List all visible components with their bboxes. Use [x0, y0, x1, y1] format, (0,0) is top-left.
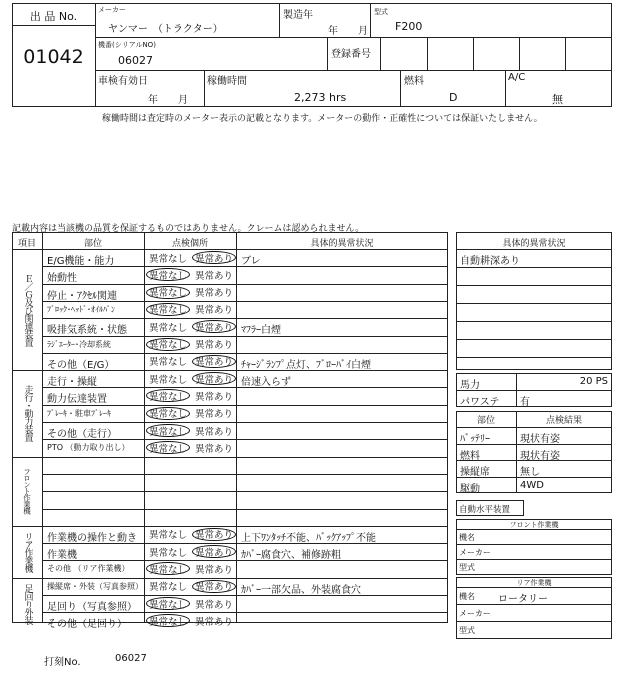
year-value: 年 月	[328, 26, 368, 37]
divider	[456, 427, 612, 428]
divider	[279, 3, 280, 37]
maker-label: メーカー	[98, 6, 126, 14]
rear-model-label: 型式	[459, 626, 475, 635]
row-divider	[42, 595, 448, 596]
part-label: ﾗｼﾞｴｰﾀｰ･冷却系統	[47, 339, 111, 349]
rear-name-label: 機名	[459, 592, 475, 601]
divider	[505, 70, 506, 107]
model-label: 型式	[374, 8, 388, 16]
status-normal[interactable]: 異常なし	[146, 303, 190, 316]
divider	[42, 232, 43, 623]
result-value: 無し	[520, 467, 540, 478]
divider	[95, 3, 96, 107]
year-label: 製造年	[283, 10, 313, 21]
divider	[516, 373, 517, 407]
status-abnormal[interactable]: 異常あり	[194, 288, 233, 300]
status-abnormal[interactable]: 異常あり	[192, 355, 236, 368]
result-part: 操縦席	[460, 467, 490, 478]
status-abnormal[interactable]: 異常あり	[194, 426, 233, 438]
inspection-label: 車検有効日	[98, 76, 148, 87]
divider	[456, 267, 612, 268]
part-label: 停止・ｱｸｾﾙ関連	[47, 290, 117, 302]
stamp-label: 打刻No.	[44, 657, 81, 668]
status-normal[interactable]: 異常なし	[146, 441, 190, 454]
part-label: 始動性	[47, 273, 77, 285]
part-label: その他 （リア作業機）	[47, 564, 130, 574]
right-detail-text: 自動耕深あり	[460, 256, 520, 267]
status-normal[interactable]: 異常なし	[148, 374, 187, 386]
divider	[456, 621, 612, 622]
rear-maker-label: メーカー	[459, 609, 491, 618]
status-abnormal[interactable]: 異常あり	[194, 340, 233, 351]
divider	[519, 37, 520, 70]
divider	[95, 37, 612, 38]
col-check-header: 点検個所	[171, 239, 208, 249]
front-model-label: 型式	[459, 563, 475, 572]
row-divider	[42, 353, 448, 354]
fuel-label: 燃料	[404, 76, 424, 87]
status-normal[interactable]: 異常なし	[148, 530, 187, 542]
part-label: 足回り（写真参照）	[47, 602, 137, 613]
divider	[456, 339, 612, 340]
status-normal[interactable]: 異常なし	[146, 614, 190, 627]
status-abnormal[interactable]: 異常あり	[194, 564, 233, 576]
row-divider	[42, 318, 448, 319]
part-label: その他（E/G）	[47, 359, 115, 371]
part-label: 作業機の操作と動き	[47, 532, 137, 544]
col-detail-header: 具体的異常状況	[310, 239, 374, 249]
divider	[456, 460, 612, 461]
results-result-header: 点検結果	[545, 416, 582, 426]
serial-label: 機番(シリアルNO)	[98, 41, 156, 49]
status-abnormal[interactable]: 異常あり	[194, 616, 233, 628]
col-part-header: 部位	[83, 239, 102, 249]
status-abnormal[interactable]: 異常あり	[194, 270, 233, 282]
power-label: 馬力	[460, 380, 480, 391]
result-part: 燃料	[460, 450, 480, 462]
divider	[473, 37, 474, 70]
model-value: F200	[395, 20, 423, 33]
row-divider	[42, 284, 448, 285]
hours-note: 稼働時間は査定時のメーター表示の記載となります。メーターの動作・正確性については保証いたしません。	[102, 114, 543, 124]
divider	[456, 321, 612, 322]
item-no-label: 出 品 No.	[29, 10, 78, 23]
fuel-value: D	[449, 91, 458, 104]
part-label: 走行・操縦	[47, 377, 97, 389]
divider	[456, 529, 612, 530]
status-normal[interactable]: 異常なし	[148, 253, 187, 265]
ac-value: 無	[552, 93, 563, 106]
status-abnormal[interactable]: 異常あり	[192, 251, 236, 264]
detail-text: ﾏﾌﾗｰ白煙	[241, 325, 281, 337]
part-label: 動力伝達装置	[47, 394, 107, 406]
result-value: 現状有姿	[520, 450, 560, 462]
divider	[456, 477, 612, 478]
status-abnormal[interactable]: 異常あり	[194, 409, 233, 421]
part-label: PTO （動力取り出し）	[47, 443, 130, 453]
result-value: 4WD	[520, 479, 544, 491]
divider	[456, 249, 612, 250]
serial-value: 06027	[118, 54, 153, 67]
auto-level-label: 自動水平装置	[459, 505, 511, 515]
part-label: 吸排気系統・状態	[47, 325, 127, 337]
divider	[370, 3, 371, 37]
hours-label: 稼働時間	[207, 76, 247, 87]
disclaimer: 記載内容は当該機の品質を保証するものではありません。クレームは認められません。	[12, 224, 365, 234]
ac-label: A/C	[508, 72, 526, 83]
power-value: 20 PS	[579, 376, 608, 387]
divider	[236, 232, 237, 623]
divider	[380, 37, 381, 70]
status-normal[interactable]: 異常なし	[146, 562, 190, 575]
status-abnormal[interactable]: 異常あり	[192, 528, 236, 541]
status-normal[interactable]: 異常なし	[146, 338, 190, 351]
group-label: 足回り外装	[22, 583, 33, 624]
status-normal[interactable]: 異常なし	[146, 407, 190, 420]
inspection-value: 年 月	[148, 95, 188, 106]
part-label: 操縦席・外装（写真参照）	[47, 581, 143, 591]
part-label: 作業機	[47, 550, 77, 562]
status-normal[interactable]: 異常なし	[146, 286, 190, 299]
detail-text: ｶﾊﾞｰ一部欠品、外装腐食穴	[241, 584, 361, 596]
row-divider	[42, 560, 448, 561]
divider	[327, 37, 328, 70]
group-label: フロント作業機	[22, 468, 32, 514]
ps-value: 有	[520, 397, 530, 408]
result-part: ﾊﾞｯﾃﾘｰ	[460, 434, 490, 445]
row-divider	[42, 387, 448, 388]
row-divider	[42, 405, 448, 406]
row-divider	[42, 612, 448, 613]
stamp-value: 06027	[115, 653, 147, 664]
divider	[456, 303, 612, 304]
reg-label: 登録番号	[331, 49, 371, 60]
divider	[427, 37, 428, 70]
status-normal[interactable]: 異常なし	[148, 582, 187, 594]
row-divider	[42, 491, 448, 492]
status-normal[interactable]: 異常なし	[146, 268, 190, 281]
status-abnormal[interactable]: 異常あり	[192, 545, 236, 558]
part-label: その他（走行）	[47, 429, 117, 440]
status-abnormal[interactable]: 異常あり	[194, 443, 233, 455]
status-normal[interactable]: 異常なし	[148, 357, 187, 369]
row-divider	[42, 474, 448, 475]
divider	[565, 37, 566, 70]
part-label: ﾌﾞﾛｯｸ･ﾍｯﾄﾞ･ｵｲﾙﾊﾟﾝ	[47, 304, 115, 314]
front-maker-label: メーカー	[459, 548, 491, 557]
divider	[456, 559, 612, 560]
detail-text: ｶﾊﾞｰ腐食穴、補修跡粗	[241, 550, 341, 562]
row-divider	[42, 336, 448, 337]
maker-value: ヤンマー （トラクター）	[108, 24, 223, 35]
status-normal[interactable]: 異常なし	[148, 547, 187, 559]
rear-name-value: ロータリー	[498, 594, 548, 605]
ps-label: パワステ	[460, 397, 500, 408]
row-divider	[42, 439, 448, 440]
detail-text: ブレ	[241, 256, 261, 267]
divider	[95, 70, 612, 71]
group-label: Ｅ／Ｇ及び関連装置	[22, 273, 33, 346]
divider	[144, 232, 145, 623]
row-divider	[42, 509, 448, 510]
status-abnormal[interactable]: 異常あり	[192, 320, 236, 333]
status-abnormal[interactable]: 異常あり	[192, 372, 236, 385]
group-label: リア作業機	[22, 531, 33, 572]
hours-value: 2,273 hrs	[294, 91, 347, 104]
part-label: その他（足回り）	[47, 619, 127, 631]
front-implement-title: フロント作業機	[509, 521, 559, 529]
divider	[204, 70, 205, 107]
divider	[456, 587, 612, 588]
divider	[456, 544, 612, 545]
result-value: 現状有姿	[520, 434, 560, 445]
status-abnormal[interactable]: 異常あり	[194, 599, 233, 611]
row-divider	[42, 301, 448, 302]
detail-text: 上下ﾜﾝﾀｯﾁ不能、ﾊﾞｯｸｱｯﾌﾟ不能	[241, 532, 376, 544]
group-divider	[12, 457, 448, 458]
group-label: 走行・動力装置	[22, 385, 33, 442]
divider	[12, 25, 95, 26]
rear-implement-title: リア作業機	[516, 579, 552, 587]
row-divider	[42, 266, 448, 267]
status-abnormal[interactable]: 異常あり	[194, 391, 233, 403]
status-normal[interactable]: 異常なし	[148, 322, 187, 334]
result-part: 駆動	[460, 483, 480, 495]
detail-text: ﾁｬｰｼﾞﾗﾝﾌﾟ点灯、ﾌﾞﾛｰﾊﾞｲ白煙	[241, 359, 371, 371]
row-divider	[42, 422, 448, 423]
part-label: ﾌﾞﾚｰｷ・駐車ﾌﾞﾚｰｷ	[47, 408, 111, 418]
status-abnormal[interactable]: 異常あり	[194, 305, 233, 317]
divider	[456, 285, 612, 286]
front-name-label: 機名	[459, 533, 475, 542]
status-normal[interactable]: 異常なし	[146, 424, 190, 437]
status-normal[interactable]: 異常なし	[146, 597, 190, 610]
divider	[456, 444, 612, 445]
divider	[400, 70, 401, 107]
col-item-header: 項目	[17, 239, 36, 249]
detail-text: 倍速入らず	[241, 377, 291, 389]
divider	[456, 357, 612, 358]
right-detail-header: 具体的異常状況	[502, 239, 566, 249]
results-part-header: 部位	[476, 416, 495, 426]
row-divider	[42, 543, 448, 544]
item-no-value: 01042	[23, 46, 84, 68]
status-abnormal[interactable]: 異常あり	[192, 580, 236, 593]
part-label: E/G機能・能力	[47, 256, 115, 267]
status-normal[interactable]: 異常なし	[146, 389, 190, 402]
